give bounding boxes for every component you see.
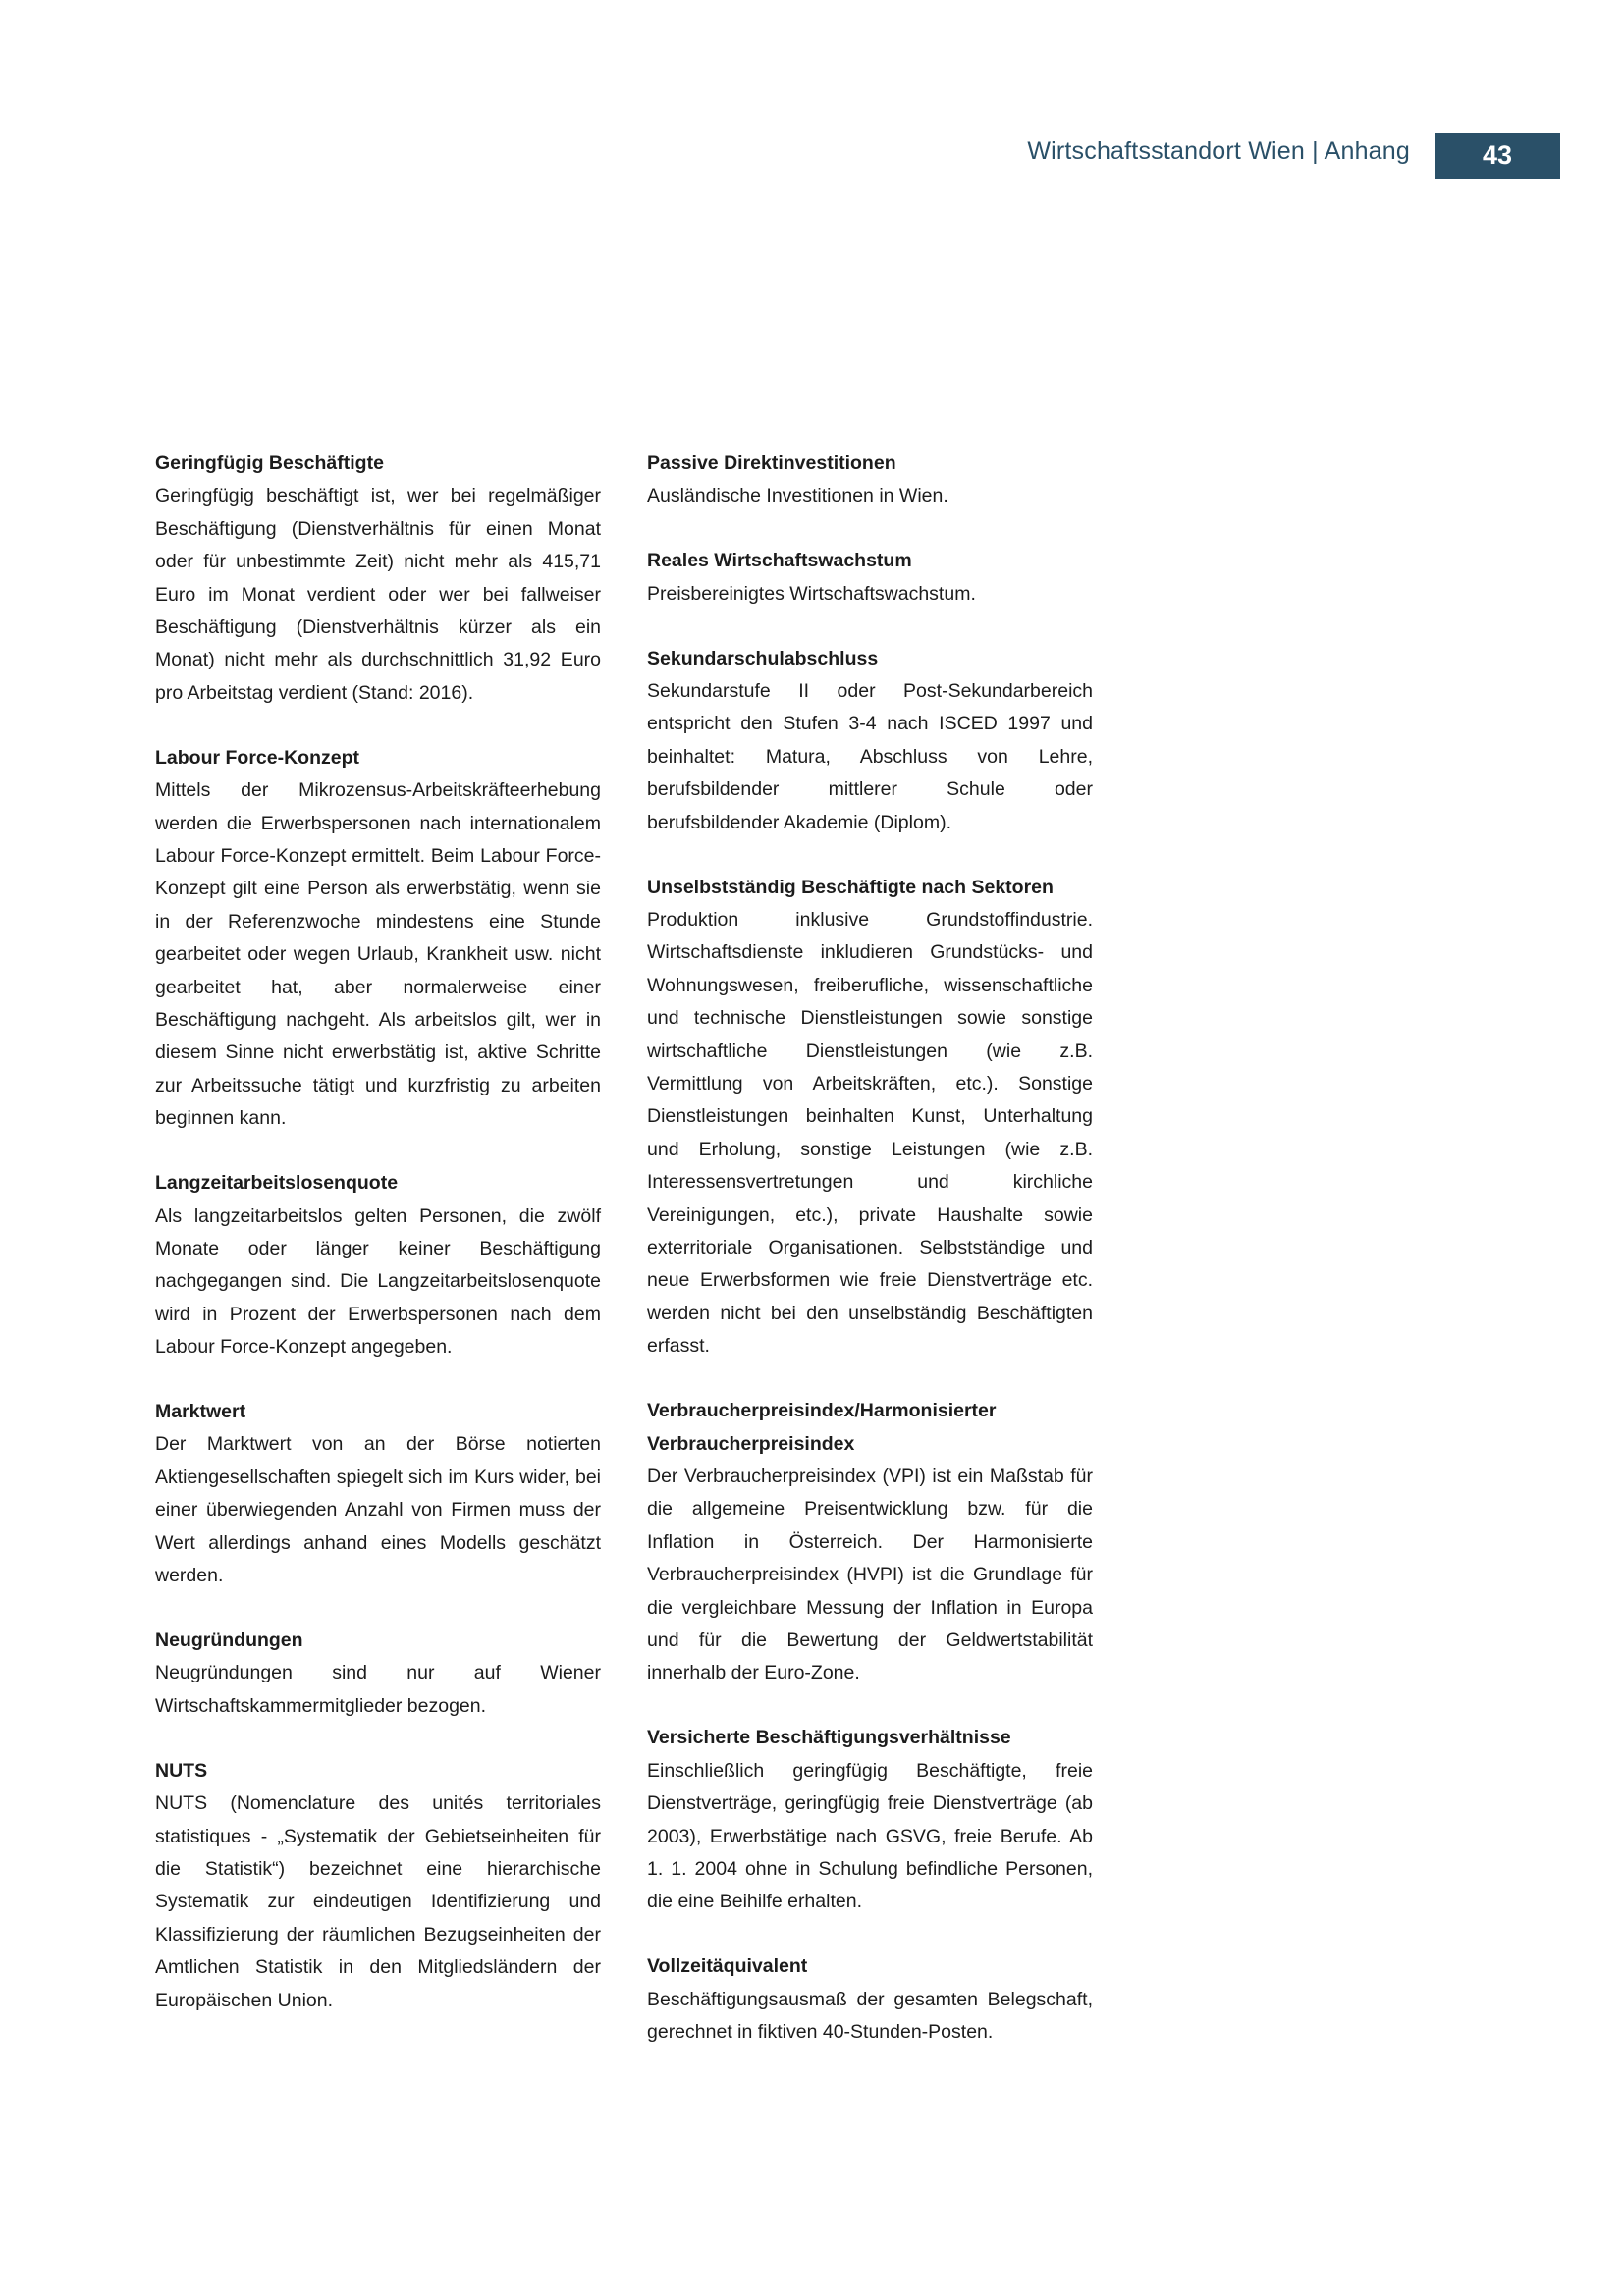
glossary-term: Sekundarschulabschluss	[647, 647, 879, 669]
glossary-entry	[647, 872, 1093, 1363]
page-number: 43	[1435, 133, 1560, 179]
glossary-term: Marktwert	[155, 1401, 246, 1423]
glossary-definition: Mittels der Mikrozensus-Arbeitskräfteerhebung werden die Erwerbspersonen nach internationalem Labour Force-Konzept ermittelt. Beim Labour Force-Konzept gilt eine Person als erwerbstätig, wenn sie in der Referenzwoche mindestens eine Stunde gearbeitet oder wegen Urlaub, Krankheit usw. nicht gearbeitet hat, aber normalerweise einer Beschäftigung nachgeht. Als arbeitslos gilt, wer in diesem Sinne nicht erwerbstätig ist, aktive Schritte zur Arbeitssuche tätigt und kurzfristig zu arbeiten beginnen kann.	[155, 779, 601, 1130]
glossary-definition: Neugründungen sind nur auf Wiener Wirtschaftskammermitglieder bezogen.	[155, 1662, 601, 1717]
glossary-entry	[155, 448, 601, 710]
glossary-term: Neugründungen	[155, 1629, 303, 1651]
glossary-entry	[647, 448, 1093, 513]
glossary-entry	[155, 742, 601, 1136]
glossary-entry	[155, 1167, 601, 1363]
glossary-entry	[155, 1755, 601, 2017]
glossary-definition: Preisbereinigtes Wirtschaftswachstum.	[647, 582, 976, 605]
glossary-entry	[647, 1722, 1093, 1918]
glossary-entry	[647, 643, 1093, 839]
glossary-term: Passive Direktinvestitionen	[647, 453, 896, 474]
glossary-term: Verbraucherpreisindex/Harmonisierter Verbraucherpreisindex	[647, 1400, 997, 1455]
glossary-definition: Sekundarstufe II oder Post-Sekundarbereich entspricht den Stufen 3-4 nach ISCED 1997 und beinhaltet: Matura, Abschluss von Lehre, berufsbildender mittlerer Schule oder berufsbildender Akademie (Diplom).	[647, 680, 1093, 833]
glossary-term: NUTS	[155, 1759, 208, 1782]
glossary-term: Geringfügig Beschäftigte	[155, 453, 384, 474]
glossary-term: Langzeitarbeitslosenquote	[155, 1172, 399, 1195]
glossary-term: Labour Force-Konzept	[155, 746, 359, 769]
glossary-term: Reales Wirtschaftswachstum	[647, 550, 912, 572]
glossary-definition: Beschäftigungsausmaß der gesamten Belegschaft, gerechnet in fiktiven 40-Stunden-Posten.	[647, 1988, 1093, 2044]
running-header-title: Wirtschaftsstandort Wien | Anhang	[1027, 137, 1410, 165]
glossary-definition: Ausländische Investitionen in Wien.	[647, 485, 948, 507]
glossary-definition: Geringfügig beschäftigt ist, wer bei regelmäßiger Beschäftigung (Dienstverhältnis für einen Monat oder für unbestimmte Zeit) nicht mehr als 415,71 Euro im Monat verdient oder wer bei fallweiser Beschäftigung (Dienstverhältnis kürzer als ein Monat) nicht mehr als durchschnittlich 31,92 Euro pro Arbeitstag verdient (Stand: 2016).	[155, 485, 601, 704]
glossary-entry	[155, 1625, 601, 1723]
glossary-column-right	[647, 448, 1093, 2081]
glossary-definition: Der Verbraucherpreisindex (VPI) ist ein Maßstab für die allgemeine Preisentwicklung bzw. für die Inflation in Österreich. Der Harmonisierte Verbraucherpreisindex (HVPI) ist die Grundlage für die vergleichbare Messung der Inflation in Europa und für die Bewertung der Geldwertstabilität innerhalb der Euro-Zone.	[647, 1465, 1093, 1684]
glossary-term: Vollzeitäquivalent	[647, 1955, 808, 1978]
glossary-entry	[647, 1395, 1093, 1690]
glossary-definition: Der Marktwert von an der Börse notierten Aktiengesellschaften spiegelt sich im Kurs wider, bei einer überwiegenden Anzahl von Firmen muss der Wert allerdings anhand eines Modells geschätzt werden.	[155, 1433, 601, 1587]
glossary-term: Versicherte Beschäftigungsverhältnisse	[647, 1727, 1011, 1749]
glossary-definition: Einschließlich geringfügig Beschäftigte, freie Dienstverträge, geringfügig freie Dienstverträge (ab 2003), Erwerbstätige nach GSVG, freie Berufe. Ab 1. 1. 2004 ohne in Schulung befindliche Personen, die eine Beihilfe erhalten.	[647, 1759, 1093, 1913]
glossary-entry	[647, 545, 1093, 611]
glossary-definition: NUTS (Nomenclature des unités territoriales statistiques - „Systematik der Gebietseinheiten für die Statistik“) bezeichnet eine hierarchische Systematik zur eindeutigen Identifizierung und Klassifizierung der räumlichen Bezugseinheiten der Amtlichen Statistik in den Mitgliedsländern der Europäischen Union.	[155, 1792, 601, 2011]
glossary-term: Unselbstständig Beschäftigte nach Sektoren	[647, 876, 1054, 898]
glossary-column-left	[155, 448, 601, 2049]
glossary-entry	[155, 1396, 601, 1592]
glossary-definition: Produktion inklusive Grundstoffindustrie. Wirtschaftsdienste inkludieren Grundstücks- und Wohnungswesen, freiberufliche, wissenschaftliche und technische Dienstleistungen sowie sonstige wirtschaftliche Dienstleistungen (wie z.B. Vermittlung von Arbeitskräften, etc.). Sonstige Dienstleistungen beinhalten Kunst, Unterhaltung und Erholung, sonstige Leistungen (wie z.B. Interessensvertretungen und kirchliche Vereinigungen, etc.), private Haushalte sowie exterritoriale Organisationen. Selbstständige und neue Erwerbsformen wie freie Dienstverträge etc. werden nicht bei den unselbständig Beschäftigten erfasst.	[647, 908, 1093, 1358]
glossary-definition: Als langzeitarbeitslos gelten Personen, die zwölf Monate oder länger keiner Beschäftigung nachgegangen sind. Die Langzeitarbeitslosenquote wird in Prozent der Erwerbspersonen nach dem Labour Force-Konzept angegeben.	[155, 1204, 601, 1359]
glossary-entry	[647, 1950, 1093, 2049]
